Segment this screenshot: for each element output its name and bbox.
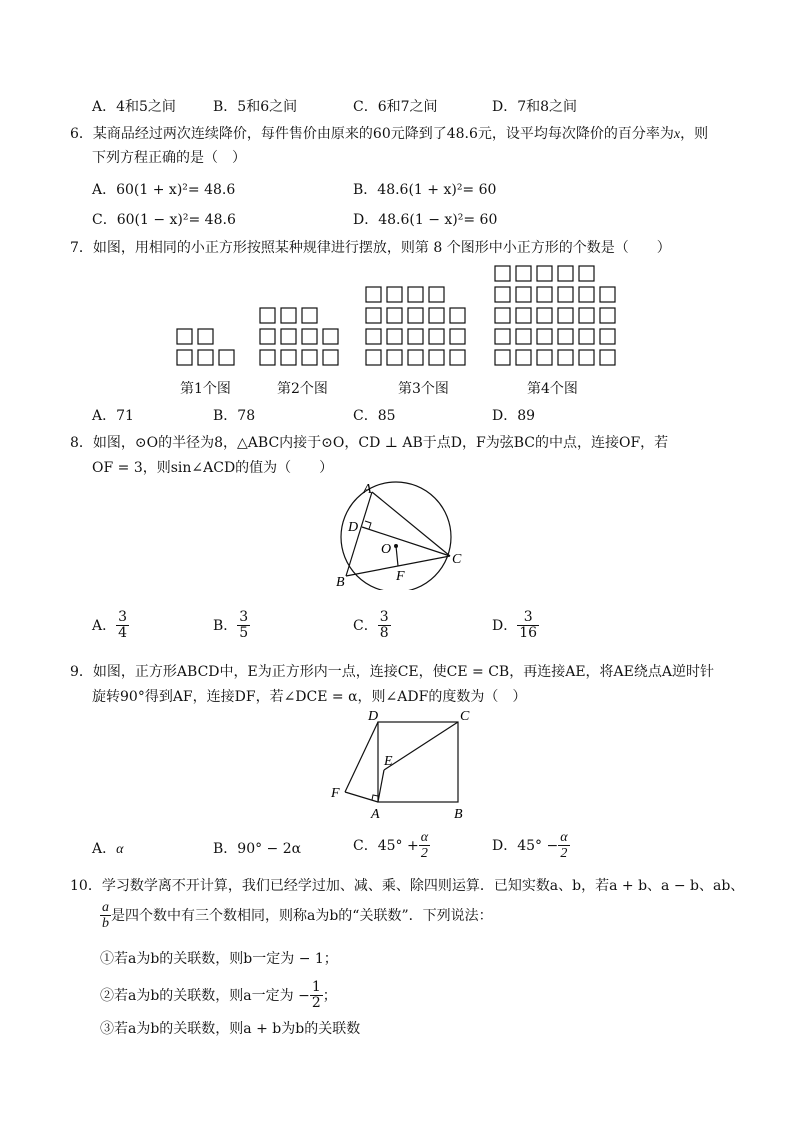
q10-item-2: ②若a为b的关联数，则a一定为 − $\frac{1}{2}$ ； [100,979,337,1012]
q7-small-square [408,329,423,344]
q7-small-square [579,266,594,281]
q7-small-square [558,287,573,302]
q9-option-d: D．45° − $\frac{\alpha}{2}$ [492,830,568,862]
q7-small-square [281,308,296,323]
q7-small-square [558,308,573,323]
q8-stem-line2: OF = 3，则sin∠ACD的值为（ ） [92,460,334,476]
q7-fig-label-2: 第2个图 [277,381,328,397]
q7-small-square [579,287,594,302]
q7-small-square [387,287,402,302]
q7-small-square [516,266,531,281]
q8-label-a: A [363,482,372,497]
q7-small-square [177,329,192,344]
q7-small-square [366,308,381,323]
q8-label-f: F [396,569,405,584]
q7-small-square [600,329,615,344]
q9-square-diagram [325,705,475,823]
q7-small-square [429,287,444,302]
q7-small-square [302,308,317,323]
q7-small-square [600,308,615,323]
q5-option-d: D．7和8之间 [492,99,578,115]
q8-option-d: D． $\frac{3}{16}$ [492,609,538,642]
q7-small-square [429,350,444,365]
q7-small-square [366,329,381,344]
q7-small-square [600,350,615,365]
q7-small-square [450,308,465,323]
q8-option-a: A． $\frac{3}{4}$ [92,609,128,642]
q7-small-square [387,308,402,323]
q9-option-c: C．45° + $\frac{\alpha}{2}$ [353,830,429,862]
q6-stem-line1: 6．某商品经过两次连续降价，每件售价由原来的60元降到了48.6元，设平均每次降价的百分率为x，则 [70,126,709,142]
q9-label-a: A [371,807,380,822]
q8-segment-cd [362,527,450,556]
q6-stem-line2: 下列方程正确的是（ ） [92,150,246,166]
q10-stem-line2: $\frac{a}{b}$ 是四个数中有三个数相同，则称a为b的“关联数”．下列说法： [102,900,493,932]
q6-option-d: D．48.6(1 − x)²= 60 [353,212,498,228]
q7-small-square [495,308,510,323]
q9-stem-line2: 旋转90°得到AF，连接DF，若∠DCE = α，则∠ADF的度数为（ ） [92,689,527,705]
q7-small-square [366,287,381,302]
q9-stem-line1: 9．如图，正方形ABCD中，E为正方形内一点，连接CE，使CE = CB，再连接AE，将AE绕点A逆时针 [70,664,714,680]
q7-small-square [281,329,296,344]
q6-option-a: A．60(1 + x)²= 48.6 [92,182,236,198]
q7-small-square [495,350,510,365]
q9-right-angle-mark [372,795,378,800]
q7-small-square [366,350,381,365]
q7-small-square [558,329,573,344]
q5-option-a: A．4和5之间 [92,99,176,115]
q7-option-a: A．71 [92,408,134,424]
q7-small-square [177,350,192,365]
q9-label-f: F [331,786,340,801]
q7-small-square [387,329,402,344]
q7-small-square [579,350,594,365]
q5-option-c: C．6和7之间 [353,99,438,115]
q7-small-square [516,350,531,365]
q5-option-b: B．5和6之间 [213,99,298,115]
q8-circle-diagram [330,478,470,590]
q7-small-square [537,287,552,302]
q7-small-square [537,329,552,344]
q7-small-square [323,350,338,365]
q7-small-square [516,287,531,302]
q8-segment-of [396,546,398,566]
q9-option-a: A．α [92,841,124,857]
q7-small-square [302,329,317,344]
q7-stem: 7．如图，用相同的小正方形按照某种规律进行摆放，则第 8 个图形中小正方形的个数是（ ） [70,240,671,256]
q9-option-b: B．90° − 2α [213,841,302,857]
q8-label-o: O [381,542,392,557]
q7-small-square [429,329,444,344]
q9-label-b: B [454,807,463,822]
q7-small-square [516,308,531,323]
q9-label-e: E [384,754,393,769]
q9-label-c: C [460,709,470,724]
q9-segment-df [345,722,378,792]
q6-variable: x [673,127,681,142]
q7-small-square [495,287,510,302]
q7-small-square [558,266,573,281]
q10-stem-line1: 10．学习数学离不开计算，我们已经学过加、减、乘、除四则运算．已知实数a、b，若a + b、a − b、ab、 [70,878,745,894]
q7-small-square [260,308,275,323]
q7-small-square [429,308,444,323]
q10-item-3: ③若a为b的关联数，则a + b为b的关联数 [100,1021,361,1037]
q7-small-square [537,350,552,365]
q6-option-c: C．60(1 − x)²= 48.6 [92,212,236,228]
q7-small-square [198,350,213,365]
q7-small-square [516,329,531,344]
q8-label-c: C [452,552,462,567]
q7-small-square [408,308,423,323]
q7-small-square [260,350,275,365]
q9-segment-ae [378,770,384,802]
q9-label-d: D [368,709,379,724]
q7-fig-label-1: 第1个图 [180,381,231,397]
q7-small-square [387,350,402,365]
q8-label-d: D [348,520,359,535]
q7-small-square [281,350,296,365]
q7-small-square [537,266,552,281]
q7-small-square [198,329,213,344]
q8-label-b: B [336,575,345,590]
q7-small-square [408,287,423,302]
q7-small-square [219,350,234,365]
q7-option-b: B．78 [213,408,256,424]
q7-small-square [579,308,594,323]
q7-small-square [260,329,275,344]
q7-option-c: C．85 [353,408,396,424]
q7-small-square [323,329,338,344]
q7-small-square [537,308,552,323]
q7-small-square [579,329,594,344]
q7-small-square [558,350,573,365]
q7-small-square [450,329,465,344]
q8-option-c: C． $\frac{3}{8}$ [353,609,389,642]
q7-small-square [450,350,465,365]
q7-small-square [302,350,317,365]
q7-small-square [495,266,510,281]
q7-option-d: D．89 [492,408,536,424]
q8-stem-line1: 8．如图，⊙O的半径为8，△ABC内接于⊙O，CD ⊥ AB于点D，F为弦BC的中点，连接OF，若 [70,435,669,451]
q7-fig-label-3: 第3个图 [398,381,449,397]
q8-option-b: B． $\frac{3}{5}$ [213,609,249,642]
q7-small-square [495,329,510,344]
q6-option-b: B．48.6(1 + x)²= 60 [353,182,497,198]
q7-small-square [600,287,615,302]
q10-item-1: ①若a为b的关联数，则b一定为 − 1； [100,951,338,967]
q7-small-square [408,350,423,365]
q9-segment-ce [384,722,458,770]
q7-fig-label-4: 第4个图 [527,381,578,397]
q8-center-dot [394,544,398,548]
